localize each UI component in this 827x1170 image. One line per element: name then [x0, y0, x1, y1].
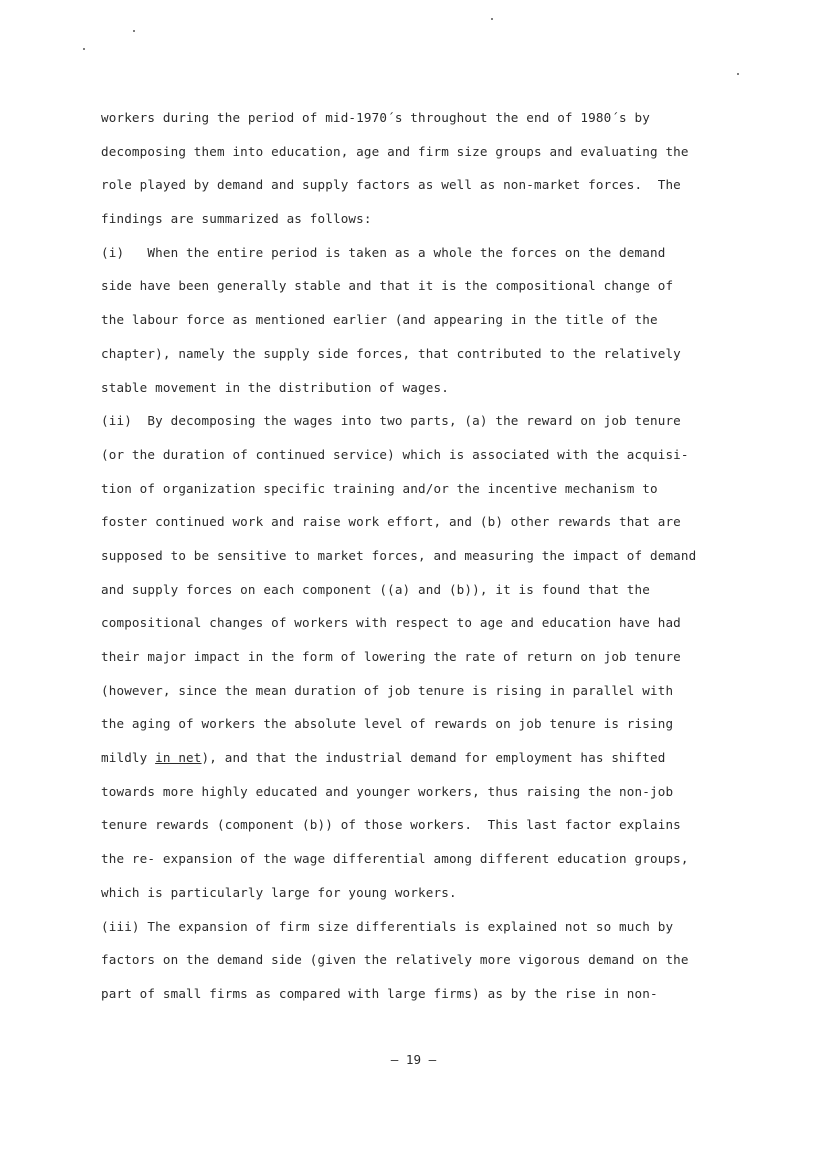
- list-item-iii-line: (iii) The expansion of firm size differentials is explained not so much by: [101, 918, 674, 934]
- body-text: [101, 106, 761, 1016]
- text-line: decomposing them into education, age and firm size groups and evaluating the: [101, 143, 689, 159]
- text-line: chapter), namely the supply side forces, that contributed to the relatively: [101, 345, 681, 361]
- text-line: the labour force as mentioned earlier (and appearing in the title of the: [101, 312, 658, 328]
- text-line: supposed to be sensitive to market forces, and measuring the impact of demand: [101, 547, 697, 563]
- text-line: the re- expansion of the wage differential among different education groups,: [101, 851, 689, 867]
- text-line: tion of organization specific training and/or the incentive mechanism to: [101, 480, 658, 496]
- text-fragment: ), and that the industrial demand for employment has shifted: [201, 750, 666, 766]
- text-line: part of small firms as compared with large firms) as by the rise in non-: [101, 985, 658, 1001]
- text-line: side have been generally stable and that it is the compositional change of: [101, 278, 674, 294]
- list-item-i-line: (i) When the entire period is taken as a whole the forces on the demand: [101, 244, 666, 260]
- text-line: findings are summarized as follows:: [101, 211, 372, 227]
- text-line: (or the duration of continued service) which is associated with the acquisi-: [101, 446, 689, 462]
- text-line: which is particularly large for young workers.: [101, 884, 457, 900]
- list-item-ii-line: (ii) By decomposing the wages into two parts, (a) the reward on job tenure: [101, 413, 681, 429]
- scan-speck: [133, 30, 135, 32]
- text-line: workers during the period of mid-1970´s throughout the end of 1980´s by: [101, 110, 650, 125]
- text-line: (however, since the mean duration of job tenure is rising in parallel with: [101, 682, 674, 698]
- scan-speck: [491, 18, 493, 20]
- page-number: – 19 –: [390, 1052, 437, 1067]
- text-line: factors on the demand side (given the relatively more vigorous demand on the: [101, 952, 689, 968]
- text-line: role played by demand and supply factors as well as non-market forces. The: [101, 177, 681, 193]
- text-line: tenure rewards (component (b)) of those workers. This last factor explains: [101, 817, 681, 833]
- text-fragment: mildly: [101, 750, 156, 766]
- text-line: and supply forces on each component ((a) and (b)), it is found that the: [101, 581, 650, 597]
- text-line: their major impact in the form of lowering the rate of return on job tenure: [101, 649, 681, 664]
- scan-speck: [83, 48, 85, 50]
- scan-speck: [737, 73, 739, 75]
- text-line: towards more highly educated and younger workers, thus raising the non-job: [101, 783, 674, 799]
- text-line: stable movement in the distribution of wages.: [101, 379, 449, 395]
- text-line: the aging of workers the absolute level of rewards on job tenure is rising: [101, 716, 674, 732]
- underlined-phrase: in net: [155, 750, 202, 766]
- text-line: foster continued work and raise work effort, and (b) other rewards that are: [101, 514, 681, 530]
- text-line-with-underline: [101, 746, 761, 780]
- text-line: compositional changes of workers with respect to age and education have had: [101, 615, 681, 631]
